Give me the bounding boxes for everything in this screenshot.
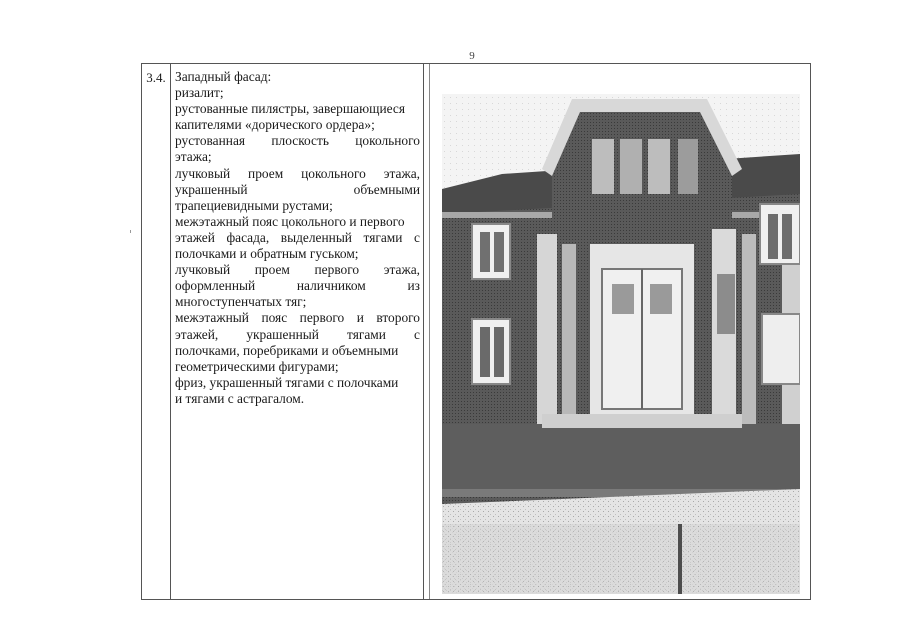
word: с <box>414 326 420 342</box>
word: межэтажный <box>175 310 249 326</box>
description-cell <box>175 69 420 407</box>
word: украшенный <box>246 326 319 342</box>
word: выделенный <box>280 229 352 245</box>
word: рустованная <box>175 133 246 149</box>
column-divider <box>423 64 424 599</box>
description-line: геометрическими фигурами; <box>175 358 339 374</box>
description-line: капителями «дорического ордера»; <box>175 117 375 133</box>
word: пояс <box>261 310 288 326</box>
description-line <box>175 262 420 278</box>
description-line: ризалит; <box>175 85 224 101</box>
description-line: этажа; <box>175 149 212 165</box>
description-line <box>175 278 420 294</box>
word: цокольного <box>301 165 366 181</box>
description-line: Западный фасад: <box>175 69 272 84</box>
word: тягами <box>363 229 403 245</box>
description-line: межэтажный пояс цокольного и первого <box>175 213 405 229</box>
word: цокольного <box>355 133 420 149</box>
word: проем <box>254 262 290 278</box>
word: фасада, <box>226 229 270 245</box>
description-line <box>175 230 420 246</box>
description-line: полочками и обратным гуськом; <box>175 246 359 262</box>
word: оформленный <box>175 278 256 294</box>
word: первого <box>299 310 345 326</box>
word: с <box>414 229 420 245</box>
word: из <box>407 278 420 294</box>
word: этажей <box>175 229 215 245</box>
column-divider <box>429 64 430 599</box>
description-line: фриз, украшенный тягами с полочками <box>175 374 399 390</box>
description-line <box>175 182 420 198</box>
word: и <box>356 310 364 326</box>
word: плоскость <box>271 133 329 149</box>
margin-mark <box>130 230 131 233</box>
word: украшенный <box>175 181 248 197</box>
word: лучковый <box>175 165 231 181</box>
page-number: 9 <box>469 50 475 62</box>
word: объемными <box>353 181 420 197</box>
word: этажей, <box>175 326 219 342</box>
word: этажа, <box>383 165 420 181</box>
facade-photo <box>442 94 800 594</box>
word: наличником <box>296 278 366 294</box>
word: первого <box>314 262 360 278</box>
description-line: и тягами с астрагалом. <box>175 390 305 406</box>
column-divider <box>170 64 171 599</box>
description-line <box>175 166 420 182</box>
word: проем <box>248 165 284 181</box>
document-table <box>141 63 811 600</box>
word: второго <box>376 310 420 326</box>
description-line <box>175 310 420 326</box>
description-line: многоступенчатых тяг; <box>175 294 307 310</box>
word: лучковый <box>175 262 231 278</box>
description-line: трапециевидными рустами; <box>175 197 333 213</box>
row-number: 3.4. <box>146 70 166 85</box>
word: этажа, <box>383 262 420 278</box>
description-line: рустованные пилястры, завершающиеся <box>175 101 405 117</box>
description-line: полочками, поребриками и объемными <box>175 342 399 358</box>
description-line <box>175 327 420 343</box>
word: тягами <box>347 326 386 342</box>
description-line <box>175 133 420 149</box>
